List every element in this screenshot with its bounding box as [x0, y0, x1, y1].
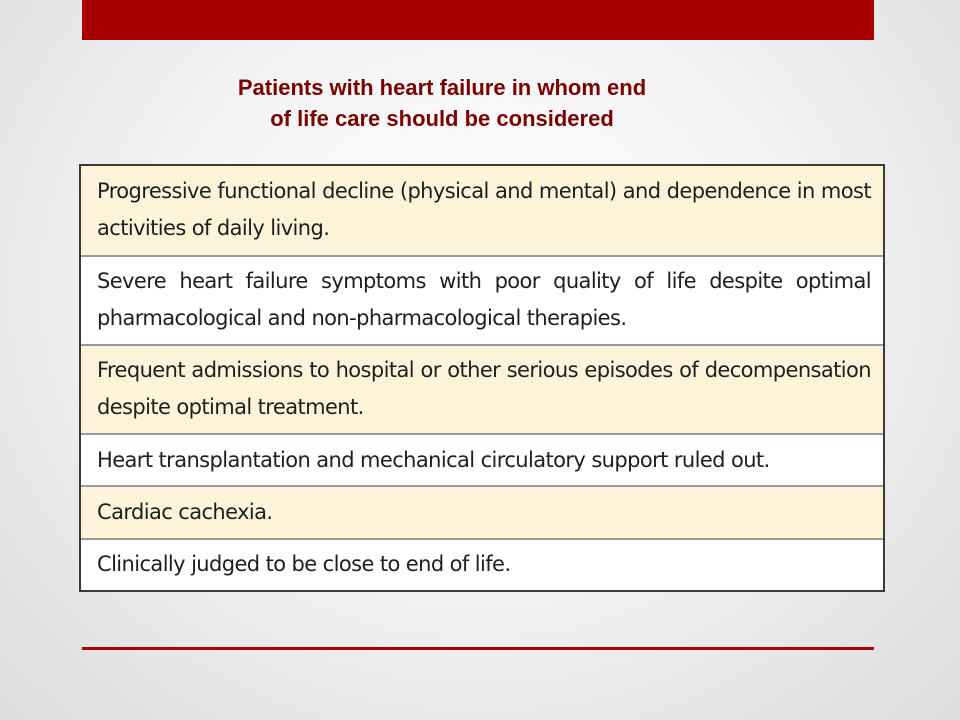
criteria-text: Cardiac cachexia. [97, 499, 273, 524]
header-accent-bar [82, 0, 874, 40]
criteria-text: Heart transplantation and mechanical circulatory support ruled out. [97, 447, 770, 472]
slide-title-line-1: Patients with heart failure in whom end [237, 75, 647, 100]
criteria-row [81, 166, 883, 255]
criteria-text: Frequent admissions to hospital or other serious episodes of decompensation despite optimal treatment. [97, 358, 871, 420]
criteria-row [81, 255, 883, 344]
criteria-table [79, 164, 885, 592]
footer-divider-line [82, 647, 874, 650]
criteria-text: Clinically judged to be close to end of life. [97, 552, 511, 577]
criteria-row [81, 538, 883, 590]
slide-title-line-2: of life care should be considered [270, 106, 614, 131]
criteria-row [81, 485, 883, 537]
criteria-row [81, 433, 883, 485]
slide-title [142, 72, 742, 134]
criteria-text: Severe heart failure symptoms with poor quality of life despite optimal pharmacological and non-pharmacological therapies. [97, 269, 871, 331]
criteria-row [81, 344, 883, 433]
criteria-text: Progressive functional decline (physical and mental) and dependence in most activities of daily living. [97, 179, 871, 241]
